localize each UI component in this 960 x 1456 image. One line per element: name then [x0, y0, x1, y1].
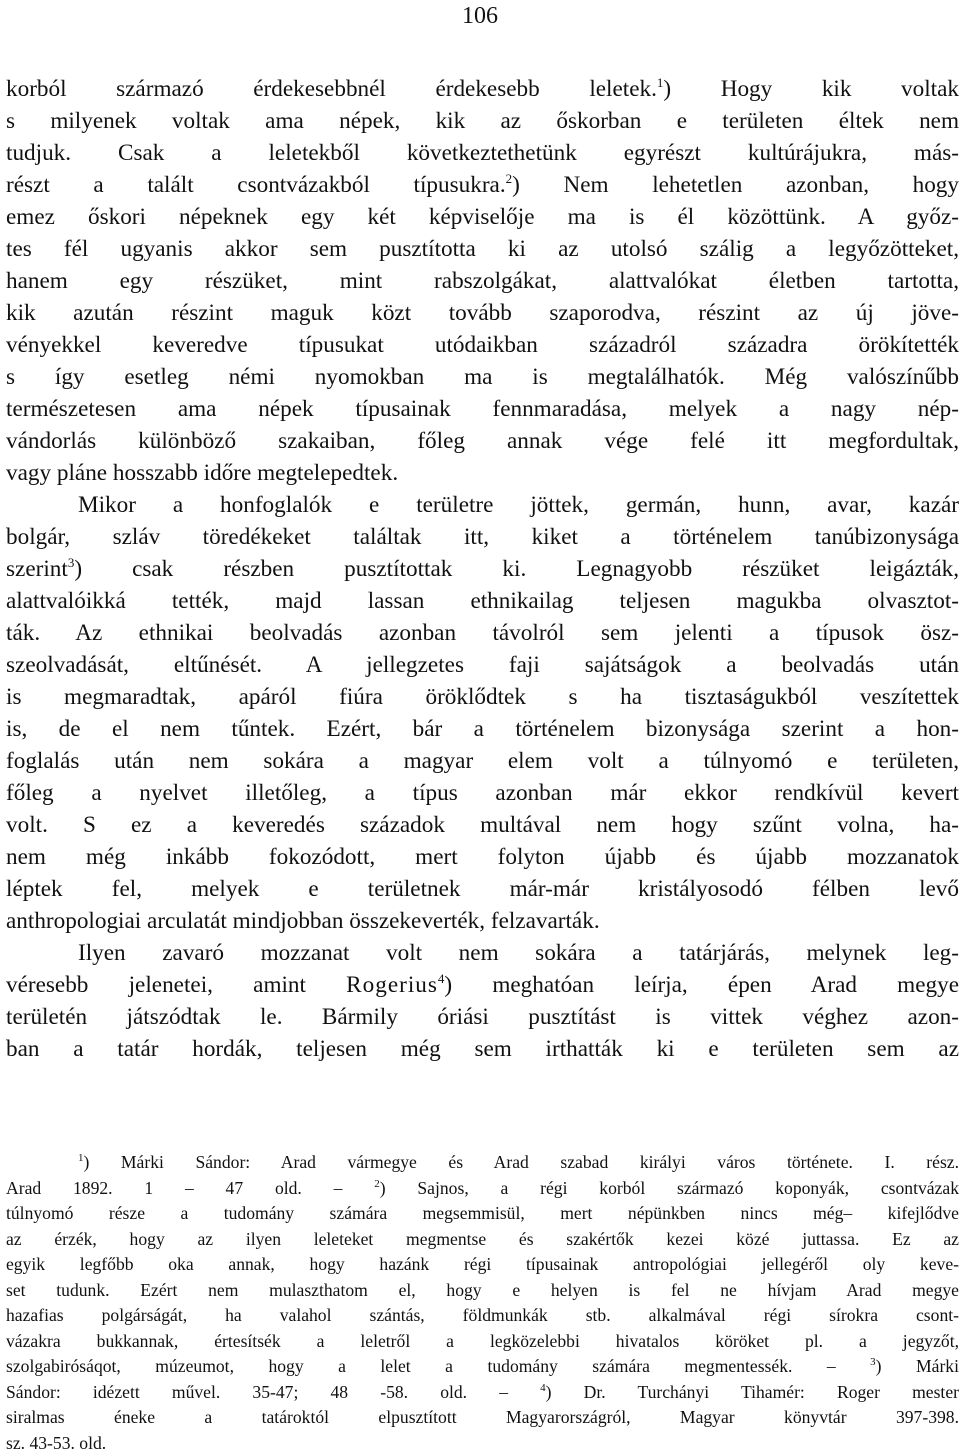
text-line: volt. S ez a keveredés századok multával nem hogy szűnt volna, ha-	[6, 812, 959, 838]
footnote-line: sz. 43-53. old.	[6, 1432, 107, 1453]
text-segment: ) Sajnos, a régi korból származó koponyák, csontvázak	[379, 1177, 959, 1198]
text-segment: korból származó érdekesebbnél érdekesebb leletek.	[6, 76, 657, 102]
author-name: Rogerius	[346, 972, 438, 998]
footnote-line: egyik legfőbb oka annak, hogy hazánk régi típusainak antropológiai jellegéről oly keve-	[6, 1254, 959, 1274]
footnote-marker: 4	[540, 1381, 546, 1394]
text-line: tes fél ugyanis akkor sem pusztította ki az utolsó szálig a legyőzötteket,	[6, 236, 959, 262]
footnote-ref: 2	[505, 171, 513, 186]
text-segment: ) Márki Sándor: Arad vármegye és Arad szabad királyi város története. I. rész.	[83, 1152, 959, 1172]
text-line: bolgár, szláv töredékeket találtak itt, kiket a történelem tanúbizonysága	[6, 524, 959, 550]
text-line: is, de el nem tűntek. Ezért, bár a történelem bizonysága szerint a hon-	[6, 716, 959, 742]
footnote-ref: 3	[67, 555, 75, 570]
text-line: hanem egy részüket, mint rabszolgákat, alattvalókat életben tartotta,	[6, 268, 959, 294]
text-line: tudjuk. Csak a leletekből következtethetünk egyrészt kultúrájukra, más-	[6, 140, 959, 166]
text-segment: ) csak részben pusztítottak ki. Legnagyobb részüket leigázták,	[74, 556, 959, 582]
footnote-line	[6, 1150, 959, 1176]
text-segment: Sándor: idézett művel. 35-47; 48 -58. old. –	[6, 1381, 541, 1402]
text-line: is megmaradtak, apáról fiúra öröklődtek s ha tisztaságukból veszítettek	[6, 684, 959, 710]
text-line: vényekkel keveredve típusukat utódaikban századról századra örökítették	[6, 332, 959, 358]
text-segment: Arad 1892. 1 – 47 old. –	[6, 1177, 375, 1198]
footnote-line: siralmas éneke a tatároktól elpusztított Magyarországról, Magyar könyvtár 397-398.	[6, 1407, 959, 1427]
text-line	[6, 969, 959, 1001]
text-segment: részt a talált csontvázakból típusukra.	[6, 172, 506, 198]
text-line: vagy pláne hosszabb időre megtelepedtek.	[6, 460, 399, 486]
text-segment: ) Dr. Turchányi Tihamér: Roger mester	[545, 1381, 959, 1402]
footnotes	[6, 1150, 959, 1456]
text-line: Ilyen zavaró mozzanat volt nem sokára a tatárjárás, melynek leg-	[78, 940, 959, 966]
footnote-line: hazafias polgárságát, ha valahol szántás, földmunkák stb. alkalmával régi sírokra csont-	[6, 1305, 959, 1325]
text-line: területén játszódtak le. Bármily óriási pusztítást is vittek véghez azon-	[6, 1004, 959, 1030]
footnote-line: vázakra bukkannak, értesítsék a leletről a legközelebbi hivatalos köröket pl. a jegyzőt,	[6, 1330, 959, 1351]
text-segment: ) Nem lehetetlen azonban, hogy	[512, 172, 959, 198]
text-line: Mikor a honfoglalók e területre jöttek, germán, hunn, avar, kazár	[78, 492, 959, 518]
body-text	[6, 73, 959, 1065]
footnote-ref: 4	[437, 971, 445, 986]
text-segment: szerint	[6, 556, 68, 582]
text-segment: ) meghatóan leírja, épen Arad megye	[444, 972, 959, 998]
text-line: nem még inkább fokozódott, mert folyton újabb és újabb mozzanatok	[6, 844, 959, 870]
footnote-line: az érzék, hogy az ilyen leleteket megmentse és szakértők kezei közé juttassa. Ez az	[6, 1228, 959, 1249]
text-line: kik azután részint maguk közt tovább szaporodva, részint az új jöve-	[6, 300, 959, 326]
text-line: alattvalóikká tették, majd lassan ethnikailag teljesen magukba olvasztot-	[6, 588, 959, 614]
footnote-marker: 1	[78, 1152, 84, 1164]
text-line: szeolvadását, eltűnését. A jellegzetes faji sajátságok a beolvadás után	[6, 652, 959, 678]
text-line: s így esetleg némi nyomokban ma is megtalálhatók. Még valószínűbb	[6, 364, 959, 390]
text-line: vándorlás különböző szakaiban, főleg annak vége felé itt megfordultak,	[6, 428, 959, 454]
footnote-line: túlnyomó része a tudomány számára megsemmisül, mert népünkben nincs még– kifejlődve	[6, 1203, 959, 1223]
footnote-marker: 3	[870, 1356, 876, 1368]
footnote-line	[6, 1176, 959, 1202]
footnote-ref: 1	[656, 75, 664, 90]
text-segment: ) Hogy kik voltak	[663, 76, 959, 102]
footnote-line	[6, 1354, 959, 1380]
page-number: 106	[462, 3, 498, 29]
text-segment: ) Márki	[875, 1356, 959, 1376]
text-line: léptek fel, melyek e területnek már-már kristályosodó félben levő	[6, 876, 959, 902]
text-line: ban a tatár hordák, teljesen még sem irthatták ki e területen sem az	[6, 1036, 959, 1062]
text-line: anthropologiai arculatát mindjobban összekeverték, felzavarták.	[6, 908, 600, 934]
text-line: természetesen ama népek típusainak fennmaradása, melyek a nagy nép-	[6, 396, 959, 422]
text-segment: szolgabirósáqot, múzeumot, hogy a lelet a tudomány számára megmentessék. –	[6, 1356, 871, 1376]
text-line: főleg a nyelvet illetőleg, a típus azonban már ekkor rendkívül kevert	[6, 780, 959, 806]
text-line: ták. Az ethnikai beolvadás azonban távolról sem jelenti a típusok ösz-	[6, 620, 959, 646]
text-line: s milyenek voltak ama népek, kik az őskorban e területen éltek nem	[6, 108, 959, 134]
text-line	[6, 73, 959, 105]
footnote-marker: 2	[374, 1177, 380, 1190]
text-line	[6, 553, 959, 585]
footnote-line: set tudunk. Ezért nem mulaszthatom el, hogy e helyen is fel ne hívjam Arad megye	[6, 1279, 959, 1300]
text-segment: véresebb jelenetei, amint	[6, 972, 347, 998]
footnote-line	[6, 1380, 959, 1406]
text-line	[6, 169, 959, 201]
text-line: emez őskori népeknek egy két képviselője ma is él közöttünk. A győz-	[6, 204, 959, 230]
text-line: foglalás után nem sokára a magyar elem volt a túlnyomó e területen,	[6, 748, 959, 774]
